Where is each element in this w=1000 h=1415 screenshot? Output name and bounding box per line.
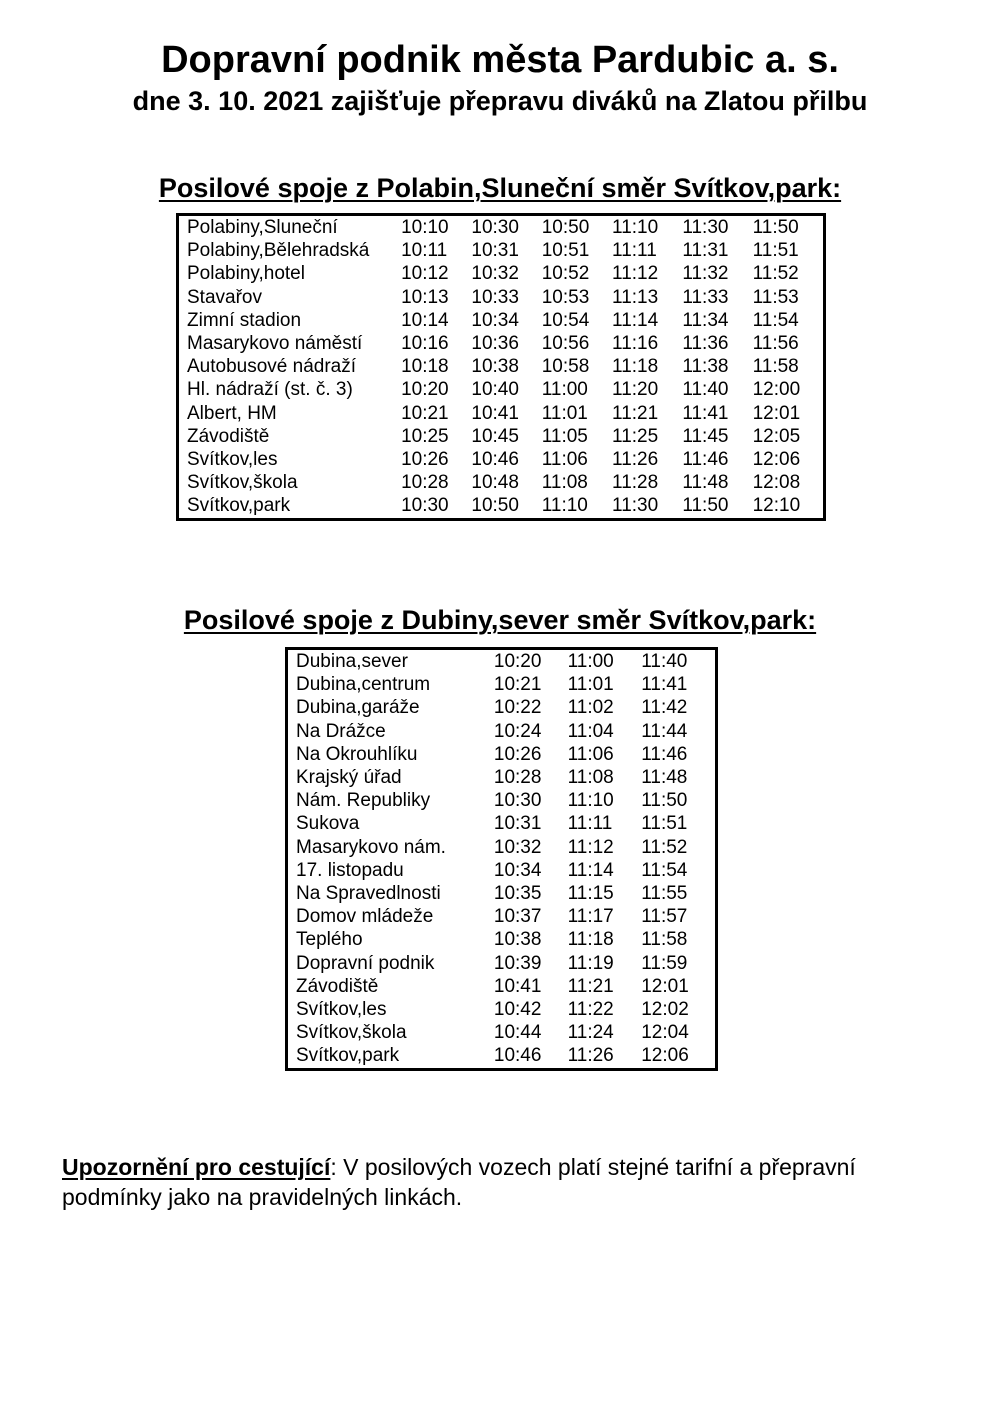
stop-name: Polabiny,Sluneční: [187, 217, 338, 238]
departure-time: 10:56: [541, 333, 590, 355]
departure-time: 11:01: [567, 674, 614, 696]
table-row: [178, 425, 825, 448]
departure-time: 10:34: [471, 309, 519, 331]
departure-time: 11:26: [567, 1045, 614, 1067]
departure-time: 10:21: [493, 674, 542, 696]
departure-time: 11:44: [641, 720, 688, 742]
departure-time: 12:04: [641, 1022, 689, 1044]
section-heading-polabiny: [0, 171, 1000, 205]
table-row: [287, 998, 717, 1021]
departure-time: 11:50: [682, 495, 729, 517]
departure-time: 11:48: [682, 472, 729, 494]
departure-time: 11:11: [567, 813, 613, 835]
departure-time: 10:38: [471, 356, 519, 378]
departure-time: 10:39: [493, 952, 542, 974]
departure-time: 12:10: [752, 495, 801, 517]
page-title: Dopravní podnik města Pardubic a. s.: [161, 39, 839, 81]
timetable-body: [178, 215, 825, 520]
departure-time: 10:20: [401, 379, 449, 401]
departure-time: 11:08: [541, 472, 588, 494]
stop-name: Svítkov,škola: [296, 1022, 407, 1044]
departure-time: 11:54: [641, 859, 688, 881]
departure-time: 10:22: [493, 697, 542, 719]
table-row: [287, 975, 717, 998]
stop-name: Závodiště: [187, 425, 270, 447]
departure-time: 10:48: [471, 472, 519, 494]
stop-name: Dopravní podnik: [296, 952, 435, 974]
stop-name: Svítkov,park: [296, 1045, 400, 1067]
departure-time: 11:41: [641, 674, 688, 696]
departure-time: 10:35: [493, 883, 542, 905]
departure-time: 10:54: [541, 309, 590, 331]
departure-time: 11:00: [567, 651, 614, 672]
stop-name: Na Spravedlnosti: [296, 883, 441, 905]
table-row: [287, 812, 717, 835]
departure-time: 11:45: [682, 425, 729, 447]
stop-name: Dubina,garáže: [296, 697, 420, 719]
departure-time: 11:32: [682, 263, 729, 285]
departure-time: 10:30: [471, 217, 519, 238]
departure-time: 10:26: [493, 743, 542, 765]
table-row: [287, 673, 717, 696]
departure-time: 10:18: [401, 356, 449, 378]
stop-name: Nám. Republiky: [296, 790, 431, 812]
departure-time: 10:42: [493, 999, 542, 1021]
table-row: [287, 720, 717, 743]
stop-name: Stavařov: [187, 286, 262, 308]
timetable-dubina: [285, 647, 718, 1071]
departure-time: 11:15: [567, 883, 614, 905]
stop-name: Závodiště: [296, 975, 379, 997]
departure-time: 10:30: [401, 495, 449, 517]
departure-time: 11:21: [612, 402, 659, 424]
departure-time: 11:12: [612, 263, 659, 285]
departure-time: 11:18: [567, 929, 614, 951]
table-row: [287, 905, 717, 928]
departure-time: 11:21: [567, 975, 614, 997]
table-row: [287, 1021, 717, 1044]
table-row: [178, 402, 825, 425]
departure-time: 10:32: [471, 263, 519, 285]
departure-time: 12:01: [752, 402, 801, 424]
departure-time: 12:02: [641, 999, 689, 1021]
stop-name: Masarykovo nám.: [296, 836, 446, 858]
departure-time: 10:14: [401, 309, 449, 331]
timetable-body: [287, 649, 717, 1070]
departure-time: 10:52: [541, 263, 590, 285]
departure-time: 10:25: [401, 425, 449, 447]
departure-time: 11:22: [567, 999, 614, 1021]
departure-time: 11:01: [541, 402, 588, 424]
departure-time: 11:54: [752, 309, 799, 331]
table-row: [178, 471, 825, 494]
departure-time: 11:31: [682, 240, 729, 262]
departure-time: 10:50: [541, 217, 590, 238]
stop-name: Sukova: [296, 813, 360, 835]
table-row: [287, 1044, 717, 1069]
table-row: [287, 882, 717, 905]
table-row: [287, 859, 717, 882]
departure-time: 10:45: [471, 425, 519, 447]
departure-time: 11:04: [567, 720, 614, 742]
departure-time: 11:33: [682, 286, 729, 308]
timetable-polabiny: [176, 213, 826, 521]
stop-name: Svítkov,les: [296, 999, 387, 1021]
stop-name: Albert, HM: [187, 402, 277, 424]
departure-time: 10:20: [493, 651, 542, 672]
departure-time: 10:13: [401, 286, 449, 308]
departure-time: 10:50: [471, 495, 519, 517]
departure-time: 11:26: [612, 449, 659, 471]
departure-time: 10:58: [541, 356, 590, 378]
table-row: [178, 494, 825, 519]
departure-time: 12:08: [752, 472, 801, 494]
departure-time: 11:20: [612, 379, 659, 401]
stop-name: Na Okrouhlíku: [296, 743, 418, 765]
stop-name: Dubina,centrum: [296, 674, 431, 696]
departure-time: 10:28: [401, 472, 449, 494]
departure-time: 11:25: [612, 425, 659, 447]
departure-time: 11:16: [612, 333, 659, 355]
departure-time: 10:31: [493, 813, 542, 835]
passenger-notice: [62, 1152, 942, 1212]
departure-time: 12:01: [641, 975, 689, 997]
stop-name: Svítkov,škola: [187, 472, 298, 494]
departure-time: 11:36: [682, 333, 729, 355]
departure-time: 10:11: [401, 240, 448, 262]
stop-name: Polabiny,hotel: [187, 263, 305, 285]
table-row: [287, 952, 717, 975]
departure-time: 11:41: [682, 402, 729, 424]
departure-time: 11:42: [641, 697, 688, 719]
departure-time: 10:36: [471, 333, 519, 355]
stop-name: Domov mládeže: [296, 906, 434, 928]
departure-time: 11:58: [641, 929, 688, 951]
stop-name: Na Drážce: [296, 720, 386, 742]
departure-time: 11:53: [752, 286, 799, 308]
departure-time: 11:17: [567, 906, 614, 928]
departure-time: 12:06: [752, 449, 801, 471]
departure-time: 11:46: [641, 743, 688, 765]
departure-time: 11:50: [752, 217, 799, 238]
departure-time: 10:16: [401, 333, 449, 355]
departure-time: 11:52: [752, 263, 799, 285]
departure-time: 10:38: [493, 929, 542, 951]
stop-name: Masarykovo náměstí: [187, 333, 363, 355]
departure-time: 11:50: [641, 790, 688, 812]
departure-time: 11:18: [612, 356, 659, 378]
departure-time: 10:10: [401, 217, 449, 238]
section-heading-text: Posilové spoje z Dubiny,sever směr Svítkov,park:: [183, 605, 817, 635]
departure-time: 11:19: [567, 952, 614, 974]
table-row: [178, 262, 825, 285]
departure-time: 11:08: [567, 767, 614, 789]
departure-time: 10:37: [493, 906, 542, 928]
table-row: [287, 836, 717, 859]
departure-time: 11:30: [612, 495, 659, 517]
departure-time: 10:32: [493, 836, 542, 858]
departure-time: 12:05: [752, 425, 801, 447]
departure-time: 10:21: [401, 402, 449, 424]
departure-time: 11:51: [752, 240, 799, 262]
table-row: [178, 286, 825, 309]
departure-time: 11:40: [641, 651, 688, 672]
departure-time: 12:00: [752, 379, 801, 401]
departure-time: 11:12: [567, 836, 614, 858]
departure-time: 12:06: [641, 1045, 689, 1067]
departure-time: 11:38: [682, 356, 729, 378]
departure-time: 10:33: [471, 286, 519, 308]
departure-time: 10:53: [541, 286, 590, 308]
stop-name: Svítkov,les: [187, 449, 278, 471]
departure-time: 11:00: [541, 379, 588, 401]
departure-time: 11:51: [641, 813, 688, 835]
stop-name: Hl. nádraží (st. č. 3): [187, 379, 353, 401]
departure-time: 11:10: [541, 495, 588, 517]
departure-time: 10:31: [471, 240, 519, 262]
departure-time: 10:40: [471, 379, 519, 401]
departure-time: 10:46: [471, 449, 519, 471]
departure-time: 10:12: [401, 263, 449, 285]
departure-time: 11:06: [541, 449, 588, 471]
stop-name: Dubina,sever: [296, 651, 408, 672]
departure-time: 11:55: [641, 883, 688, 905]
stop-name: Autobusové nádraží: [187, 356, 357, 378]
table-row: [287, 789, 717, 812]
page-subtitle: dne 3. 10. 2021 zajišťuje přepravu diváků na Zlatou přilbu: [132, 86, 868, 116]
departure-time: 10:24: [493, 720, 542, 742]
departure-time: 11:58: [752, 356, 799, 378]
stop-name: Teplého: [296, 929, 363, 951]
departure-time: 11:59: [641, 952, 688, 974]
section-heading-dubina: [0, 603, 1000, 637]
departure-time: 11:34: [682, 309, 729, 331]
departure-time: 11:48: [641, 767, 688, 789]
departure-time: 11:40: [682, 379, 729, 401]
table-row: [178, 215, 825, 240]
table-row: [287, 928, 717, 951]
table-row: [287, 743, 717, 766]
stop-name: Krajský úřad: [296, 767, 402, 789]
departure-time: 11:30: [682, 217, 729, 238]
table-row: [178, 309, 825, 332]
departure-time: 11:10: [567, 790, 614, 812]
departure-time: 11:10: [612, 217, 659, 238]
departure-time: 11:11: [612, 240, 657, 262]
departure-time: 11:14: [612, 309, 659, 331]
departure-time: 10:30: [493, 790, 542, 812]
departure-time: 11:56: [752, 333, 799, 355]
departure-time: 10:34: [493, 859, 542, 881]
table-row: [287, 696, 717, 719]
departure-time: 11:57: [641, 906, 688, 928]
table-row: [287, 649, 717, 674]
departure-time: 10:46: [493, 1045, 542, 1067]
departure-time: 10:51: [541, 240, 590, 262]
stop-name: Zimní stadion: [187, 309, 302, 331]
departure-time: 11:14: [567, 859, 614, 881]
table-row: [287, 766, 717, 789]
stop-name: Svítkov,park: [187, 495, 291, 517]
departure-time: 11:06: [567, 743, 614, 765]
departure-time: 10:26: [401, 449, 449, 471]
departure-time: 11:24: [567, 1022, 614, 1044]
departure-time: 10:41: [471, 402, 519, 424]
notice-label: Upozornění pro cestující: [62, 1154, 331, 1180]
departure-time: 11:28: [612, 472, 659, 494]
table-row: [178, 448, 825, 471]
departure-time: 11:52: [641, 836, 688, 858]
table-row: [178, 239, 825, 262]
departure-time: 10:41: [493, 975, 542, 997]
departure-time: 11:46: [682, 449, 729, 471]
departure-time: 11:13: [612, 286, 659, 308]
departure-time: 11:02: [567, 697, 614, 719]
stop-name: Polabiny,Bělehradská: [187, 240, 370, 262]
departure-time: 10:28: [493, 767, 542, 789]
table-row: [178, 332, 825, 355]
table-row: [178, 378, 825, 401]
table-row: [178, 355, 825, 378]
section-heading-text: Posilové spoje z Polabin,Sluneční směr Svítkov,park:: [158, 173, 842, 203]
stop-name: 17. listopadu: [296, 859, 404, 881]
departure-time: 11:05: [541, 425, 588, 447]
departure-time: 10:44: [493, 1022, 542, 1044]
notice-text: : V posilových vozech platí stejné tarifní a přepravní podmínky jako na pravidelných linkách.: [62, 1154, 856, 1210]
